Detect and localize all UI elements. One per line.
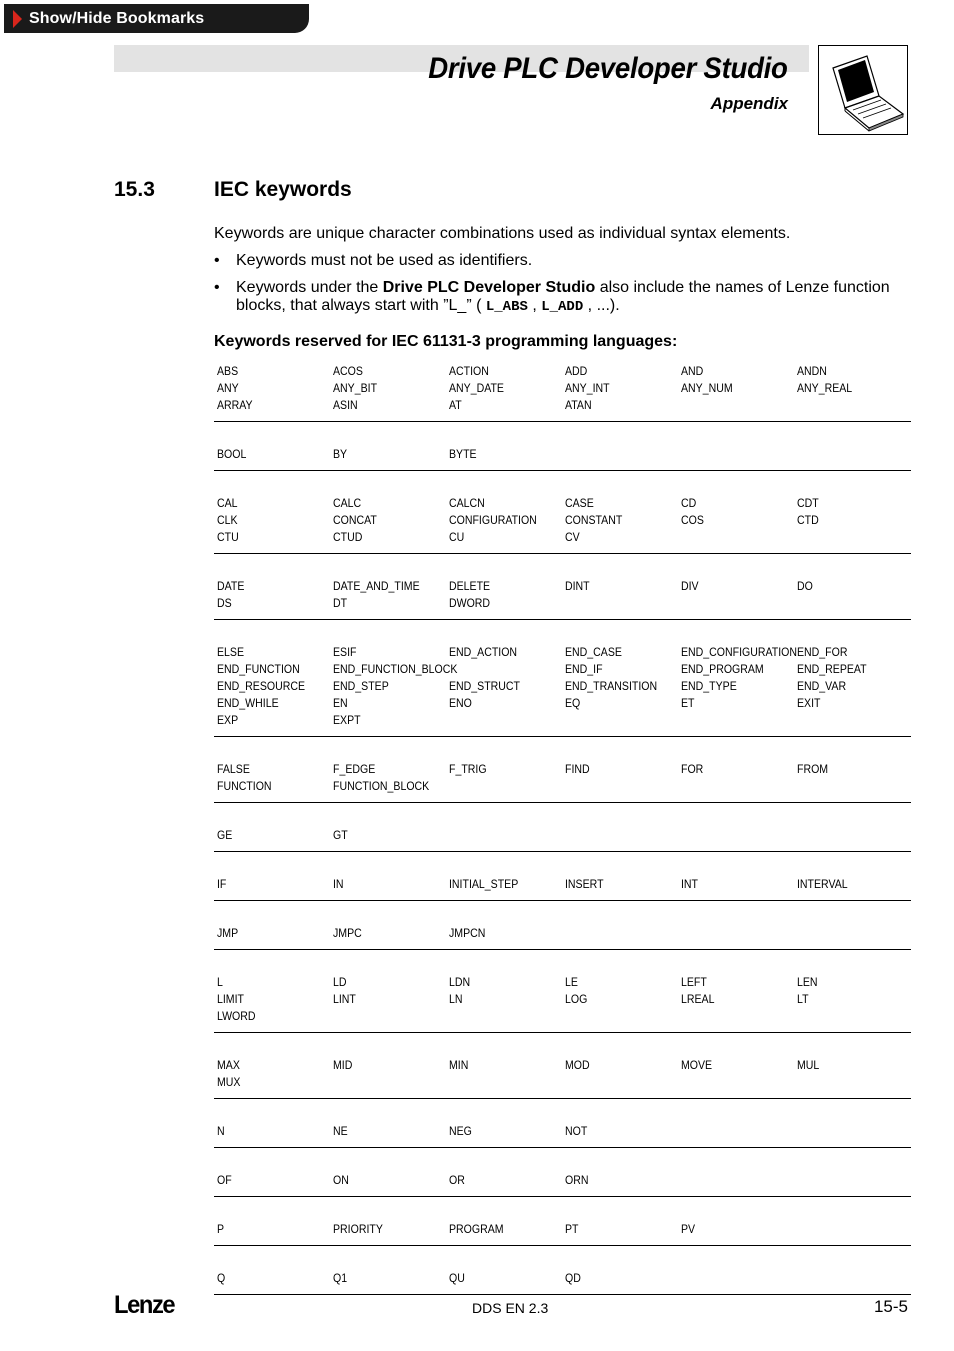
keyword-cell: END_IF <box>565 662 603 676</box>
keyword-row <box>214 494 911 511</box>
keyword-cell: LN <box>449 992 463 1006</box>
keyword-cell: LOG <box>565 992 588 1006</box>
keyword-group <box>214 971 911 1033</box>
keyword-row <box>214 1073 911 1090</box>
keyword-cell: ENO <box>449 696 472 710</box>
keyword-cell: NEG <box>449 1124 472 1138</box>
keyword-cell: DWORD <box>449 596 491 610</box>
keyword-cell: MUX <box>217 1075 241 1089</box>
keyword-cell: LIMIT <box>217 992 244 1006</box>
keyword-group <box>214 641 911 737</box>
table-caption: Keywords reserved for IEC 61131-3 programming languages: <box>214 333 678 350</box>
keyword-cell: LE <box>565 975 578 989</box>
keyword-cell: NE <box>333 1124 348 1138</box>
keyword-cell: F_EDGE <box>333 762 376 776</box>
keyword-row <box>214 875 911 892</box>
keyword-cell: BYTE <box>449 447 477 461</box>
keyword-group <box>214 824 911 852</box>
keyword-cell: LEFT <box>681 975 707 989</box>
keyword-cell: L <box>217 975 223 989</box>
keyword-cell: OR <box>449 1173 465 1187</box>
keyword-cell: END_TYPE <box>681 679 737 693</box>
keyword-group <box>214 758 911 803</box>
keyword-cell: IN <box>333 877 344 891</box>
keyword-cell: LEN <box>797 975 818 989</box>
keyword-cell: EXP <box>217 713 239 727</box>
keyword-row <box>214 973 911 990</box>
keyword-cell: MIN <box>449 1058 469 1072</box>
keyword-row <box>214 594 911 611</box>
keyword-cell: FUNCTION <box>217 779 272 793</box>
keyword-cell: AT <box>449 398 462 412</box>
keyword-cell: JMPCN <box>449 926 486 940</box>
lenze-logo: Lenze <box>114 1291 175 1319</box>
keyword-cell: CV <box>565 530 580 544</box>
keyword-cell: ASIN <box>333 398 358 412</box>
keyword-group <box>214 360 911 422</box>
keyword-row <box>214 379 911 396</box>
keyword-cell: CTU <box>217 530 239 544</box>
keyword-row <box>214 777 911 794</box>
show-hide-bookmarks-button[interactable] <box>4 4 309 33</box>
keyword-row <box>214 643 911 660</box>
keyword-cell: ORN <box>565 1173 589 1187</box>
keyword-group <box>214 873 911 901</box>
keyword-row <box>214 1171 911 1188</box>
keyword-cell: CALCN <box>449 496 485 510</box>
keyword-cell: END_CONFIGURATION <box>681 645 797 659</box>
keyword-row <box>214 1007 911 1024</box>
keyword-row <box>214 924 911 941</box>
bullet-text <box>236 279 916 316</box>
keyword-cell: BOOL <box>217 447 247 461</box>
triangle-right-icon <box>13 10 22 28</box>
keyword-cell: END_CASE <box>565 645 622 659</box>
bullet-text-part: , <box>527 297 542 314</box>
code-l-abs: L_ABS <box>485 299 528 315</box>
keyword-cell: QD <box>565 1271 581 1285</box>
keyword-cell: DINT <box>565 579 590 593</box>
keyword-group <box>214 1120 911 1148</box>
keyword-cell: P <box>217 1222 225 1236</box>
keyword-cell: ACOS <box>333 364 363 378</box>
keyword-cell: END_STEP <box>333 679 389 693</box>
keyword-cell: JMP <box>217 926 239 940</box>
keyword-cell: END_RESOURCE <box>217 679 306 693</box>
keyword-cell: EQ <box>565 696 581 710</box>
bullet-text-part: Keywords under the <box>236 279 383 296</box>
keyword-row <box>214 511 911 528</box>
keyword-cell: CTD <box>797 513 819 527</box>
laptop-icon <box>818 45 908 135</box>
keyword-cell: END_REPEAT <box>797 662 867 676</box>
keyword-cell: END_WHILE <box>217 696 279 710</box>
keyword-row <box>214 396 911 413</box>
bullet-text-part: also include the names of Lenze function blocks, that always start with ”L_” ( <box>236 279 890 314</box>
keyword-cell: CONCAT <box>333 513 377 527</box>
keyword-cell: MID <box>333 1058 353 1072</box>
keyword-cell: ANY_REAL <box>797 381 853 395</box>
keyword-cell: EN <box>333 696 348 710</box>
keyword-cell: END_ACTION <box>449 645 518 659</box>
keyword-cell: MAX <box>217 1058 240 1072</box>
page-number: 15-5 <box>873 1297 908 1316</box>
keyword-cell: DELETE <box>449 579 491 593</box>
code-l-add: L_ADD <box>541 299 584 315</box>
keyword-cell: END_FOR <box>797 645 848 659</box>
keyword-cell: ATAN <box>565 398 592 412</box>
keyword-cell: LWORD <box>217 1009 256 1023</box>
keyword-cell: PRIORITY <box>333 1222 383 1236</box>
keyword-row <box>214 1220 911 1237</box>
keyword-group <box>214 1169 911 1197</box>
keyword-cell: ANY_NUM <box>681 381 733 395</box>
keyword-group <box>214 1054 911 1099</box>
keyword-row <box>214 677 911 694</box>
keyword-cell: ET <box>681 696 695 710</box>
keyword-table <box>214 360 911 1316</box>
keyword-cell: DATE_AND_TIME <box>333 579 420 593</box>
keyword-cell: ESIF <box>333 645 357 659</box>
keyword-row <box>214 990 911 1007</box>
keyword-cell: FROM <box>797 762 829 776</box>
keyword-cell: DIV <box>681 579 699 593</box>
bullet-text-part: , ...). <box>583 297 620 314</box>
keyword-cell: CLK <box>217 513 238 527</box>
keyword-cell: CASE <box>565 496 594 510</box>
section-title: IEC keywords <box>214 178 352 201</box>
keyword-row <box>214 1122 911 1139</box>
keyword-cell: QU <box>449 1271 465 1285</box>
keyword-cell: BY <box>333 447 348 461</box>
keyword-cell: ON <box>333 1173 349 1187</box>
keyword-cell: END_STRUCT <box>449 679 520 693</box>
bookmark-tab-label: Show/Hide Bookmarks <box>29 9 205 27</box>
keyword-cell: INSERT <box>565 877 604 891</box>
keyword-group <box>214 1218 911 1246</box>
keyword-cell: DATE <box>217 579 245 593</box>
keyword-row <box>214 528 911 545</box>
keyword-cell: ELSE <box>217 645 245 659</box>
keyword-cell: OF <box>217 1173 232 1187</box>
document-subtitle: Appendix <box>710 94 788 113</box>
bullet-dot: • <box>214 252 220 269</box>
keyword-cell: LT <box>797 992 809 1006</box>
keyword-row <box>214 1056 911 1073</box>
keyword-group <box>214 575 911 620</box>
keyword-cell: ANY <box>217 381 239 395</box>
keyword-cell: NOT <box>565 1124 588 1138</box>
keyword-cell: FIND <box>565 762 590 776</box>
keyword-cell: AND <box>681 364 704 378</box>
keyword-cell: GE <box>217 828 233 842</box>
keyword-cell: CAL <box>217 496 238 510</box>
keyword-cell: INT <box>681 877 699 891</box>
keyword-row <box>214 826 911 843</box>
keyword-group <box>214 443 911 471</box>
keyword-cell: ABS <box>217 364 239 378</box>
keyword-cell: END_VAR <box>797 679 847 693</box>
keyword-cell: Q <box>217 1271 226 1285</box>
keyword-cell: CDT <box>797 496 819 510</box>
keyword-cell: END_FUNCTION <box>217 662 300 676</box>
keyword-cell: MOD <box>565 1058 590 1072</box>
keyword-cell: CONFIGURATION <box>449 513 537 527</box>
keyword-cell: END_FUNCTION_BLOCK <box>333 662 458 676</box>
section-number: 15.3 <box>114 178 155 201</box>
keyword-cell: Q1 <box>333 1271 348 1285</box>
keyword-cell: FUNCTION_BLOCK <box>333 779 430 793</box>
document-title: Drive PLC Developer Studio <box>428 52 788 85</box>
keyword-row <box>214 760 911 777</box>
keyword-cell: INTERVAL <box>797 877 848 891</box>
keyword-cell: PT <box>565 1222 579 1236</box>
keyword-group <box>214 492 911 554</box>
keyword-cell: ANY_BIT <box>333 381 378 395</box>
keyword-cell: MUL <box>797 1058 820 1072</box>
keyword-cell: DO <box>797 579 813 593</box>
keyword-cell: F_TRIG <box>449 762 487 776</box>
keyword-cell: DS <box>217 596 232 610</box>
keyword-cell: EXIT <box>797 696 821 710</box>
keyword-cell: MOVE <box>681 1058 713 1072</box>
keyword-cell: ADD <box>565 364 588 378</box>
keyword-cell: JMPC <box>333 926 362 940</box>
keyword-cell: PROGRAM <box>449 1222 504 1236</box>
keyword-row <box>214 1269 911 1286</box>
keyword-cell: COS <box>681 513 704 527</box>
keyword-cell: IF <box>217 877 227 891</box>
keyword-cell: CU <box>449 530 465 544</box>
keyword-cell: ANY_DATE <box>449 381 504 395</box>
keyword-cell: CONSTANT <box>565 513 623 527</box>
keyword-cell: CD <box>681 496 697 510</box>
keyword-row <box>214 445 911 462</box>
keyword-cell: LREAL <box>681 992 715 1006</box>
keyword-cell: END_PROGRAM <box>681 662 764 676</box>
keyword-row <box>214 711 911 728</box>
bullet-text: Keywords must not be used as identifiers. <box>236 252 533 269</box>
keyword-cell: FALSE <box>217 762 250 776</box>
keyword-cell: PV <box>681 1222 696 1236</box>
intro-paragraph: Keywords are unique character combinations used as individual syntax elements. <box>214 225 791 242</box>
keyword-cell: LINT <box>333 992 356 1006</box>
keyword-group <box>214 922 911 950</box>
keyword-cell: GT <box>333 828 348 842</box>
keyword-cell: INITIAL_STEP <box>449 877 519 891</box>
keyword-row <box>214 577 911 594</box>
keyword-cell: CALC <box>333 496 362 510</box>
keyword-cell: LD <box>333 975 347 989</box>
keyword-cell: EXPT <box>333 713 361 727</box>
keyword-group <box>214 1267 911 1295</box>
keyword-row <box>214 362 911 379</box>
keyword-cell: LDN <box>449 975 471 989</box>
product-name: Drive PLC Developer Studio <box>382 279 596 296</box>
keyword-cell: FOR <box>681 762 704 776</box>
footer-doc-id: DDS EN 2.3 <box>472 1300 549 1316</box>
keyword-row <box>214 694 911 711</box>
keyword-cell: N <box>217 1124 225 1138</box>
keyword-row <box>214 660 911 677</box>
bullet-dot: • <box>214 279 220 296</box>
keyword-cell: ANY_INT <box>565 381 610 395</box>
keyword-cell: ARRAY <box>217 398 253 412</box>
keyword-cell: ANDN <box>797 364 827 378</box>
keyword-cell: ACTION <box>449 364 489 378</box>
keyword-cell: DT <box>333 596 348 610</box>
keyword-cell: CTUD <box>333 530 363 544</box>
keyword-cell: END_TRANSITION <box>565 679 658 693</box>
